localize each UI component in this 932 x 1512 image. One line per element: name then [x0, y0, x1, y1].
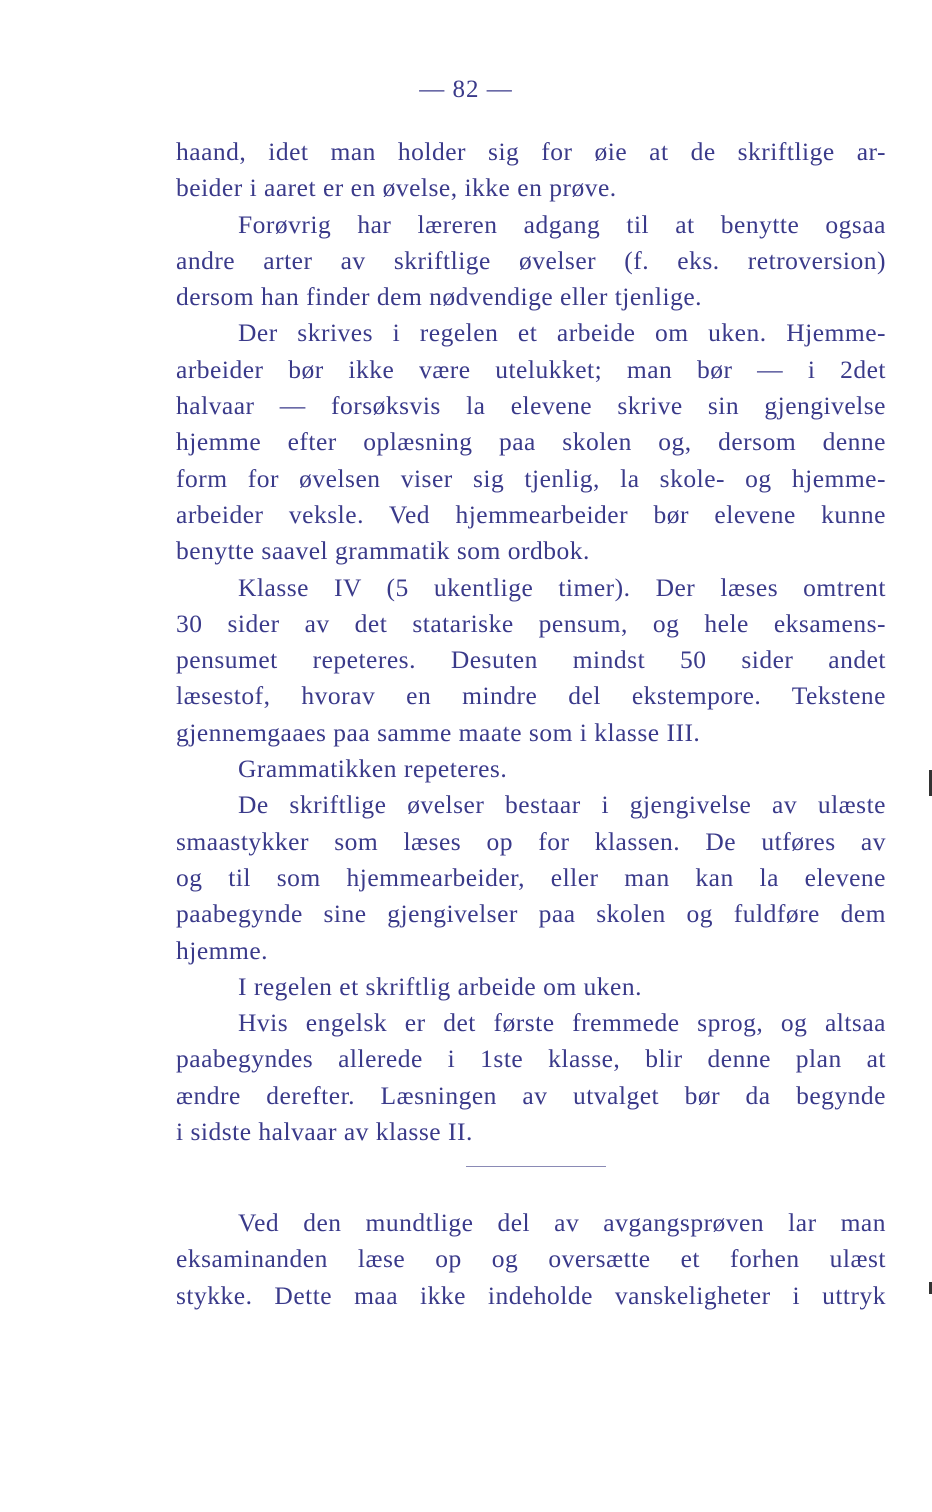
text-line: arbeider bør ikke være utelukket; man bør — i 2det — [176, 354, 886, 384]
text-line: pensumet repeteres. Desuten mindst 50 sider andet — [176, 645, 886, 675]
text-line: Klasse IV (5 ukentlige timer). Der læses omtrent — [238, 572, 886, 602]
text-line: læsestof, hvorav en mindre del ekstempore. Tekstene — [176, 681, 886, 711]
text-line: i sidste halvaar av klasse II. — [176, 1117, 473, 1147]
text-line: arbeider veksle. Ved hjemmearbeider bør elevene kunne — [176, 499, 886, 529]
text-line: Ved den mundtlige del av avgangsprøven lar man — [238, 1208, 886, 1237]
text-line: dersom han finder dem nødvendige eller tjenlige. — [176, 282, 703, 312]
text-line: hjemme. — [176, 935, 269, 965]
text-line: og til som hjemmearbeider, eller man kan la elevene — [176, 862, 886, 892]
text-line: benytte saavel grammatik som ordbok. — [176, 536, 590, 566]
text-line: Hvis engelsk er det første fremmede sprog, og altsaa — [238, 1008, 886, 1038]
text-line: ændre derefter. Læsningen av utvalget bør da begynde — [176, 1080, 886, 1110]
body-text — [176, 134, 886, 1150]
text-line: De skriftlige øvelser bestaar i gjengivelse av ulæste — [238, 790, 886, 820]
page-number: — 82 — — [419, 76, 513, 103]
text-line: andre arter av skriftlige øvelser (f. eks. retroversion) — [176, 245, 886, 275]
text-line: I regelen et skriftlig arbeide om uken. — [238, 971, 642, 1001]
second-section-text — [176, 1205, 886, 1314]
text-line: stykke. Dette maa ikke indeholde vanskeligheter i uttryk — [176, 1280, 886, 1310]
text-line: paabegynde sine gjengivelser paa skolen og fuldføre dem — [176, 899, 886, 929]
text-line: Grammatikken repeteres. — [238, 754, 508, 784]
section-divider — [466, 1166, 606, 1167]
text-line: haand, idet man holder sig for øie at de skriftlige ar- — [176, 137, 886, 166]
text-line: paabegyndes allerede i 1ste klasse, blir denne plan at — [176, 1044, 886, 1074]
text-line: 30 sider av det statariske pensum, og hele eksamens- — [176, 608, 886, 638]
text-line: hjemme efter oplæsning paa skolen og, dersom denne — [176, 427, 886, 457]
text-line: Forøvrig har læreren adgang til at benytte ogsaa — [238, 209, 886, 239]
text-line: form for øvelsen viser sig tjenlig, la skole- og hjemme- — [176, 463, 886, 493]
text-line: beider i aaret er en øvelse, ikke en prøve. — [176, 173, 617, 203]
text-line: smaastykker som læses op for klassen. De utføres av — [176, 826, 886, 856]
text-line: Der skrives i regelen et arbeide om uken. Hjemme- — [238, 318, 886, 348]
text-line: halvaar — forsøksvis la elevene skrive sin gjengivelse — [176, 391, 886, 421]
text-line: eksaminanden læse op og oversætte et forhen ulæst — [176, 1244, 886, 1274]
text-line: gjennemgaaes paa samme maate som i klasse III. — [176, 717, 701, 747]
